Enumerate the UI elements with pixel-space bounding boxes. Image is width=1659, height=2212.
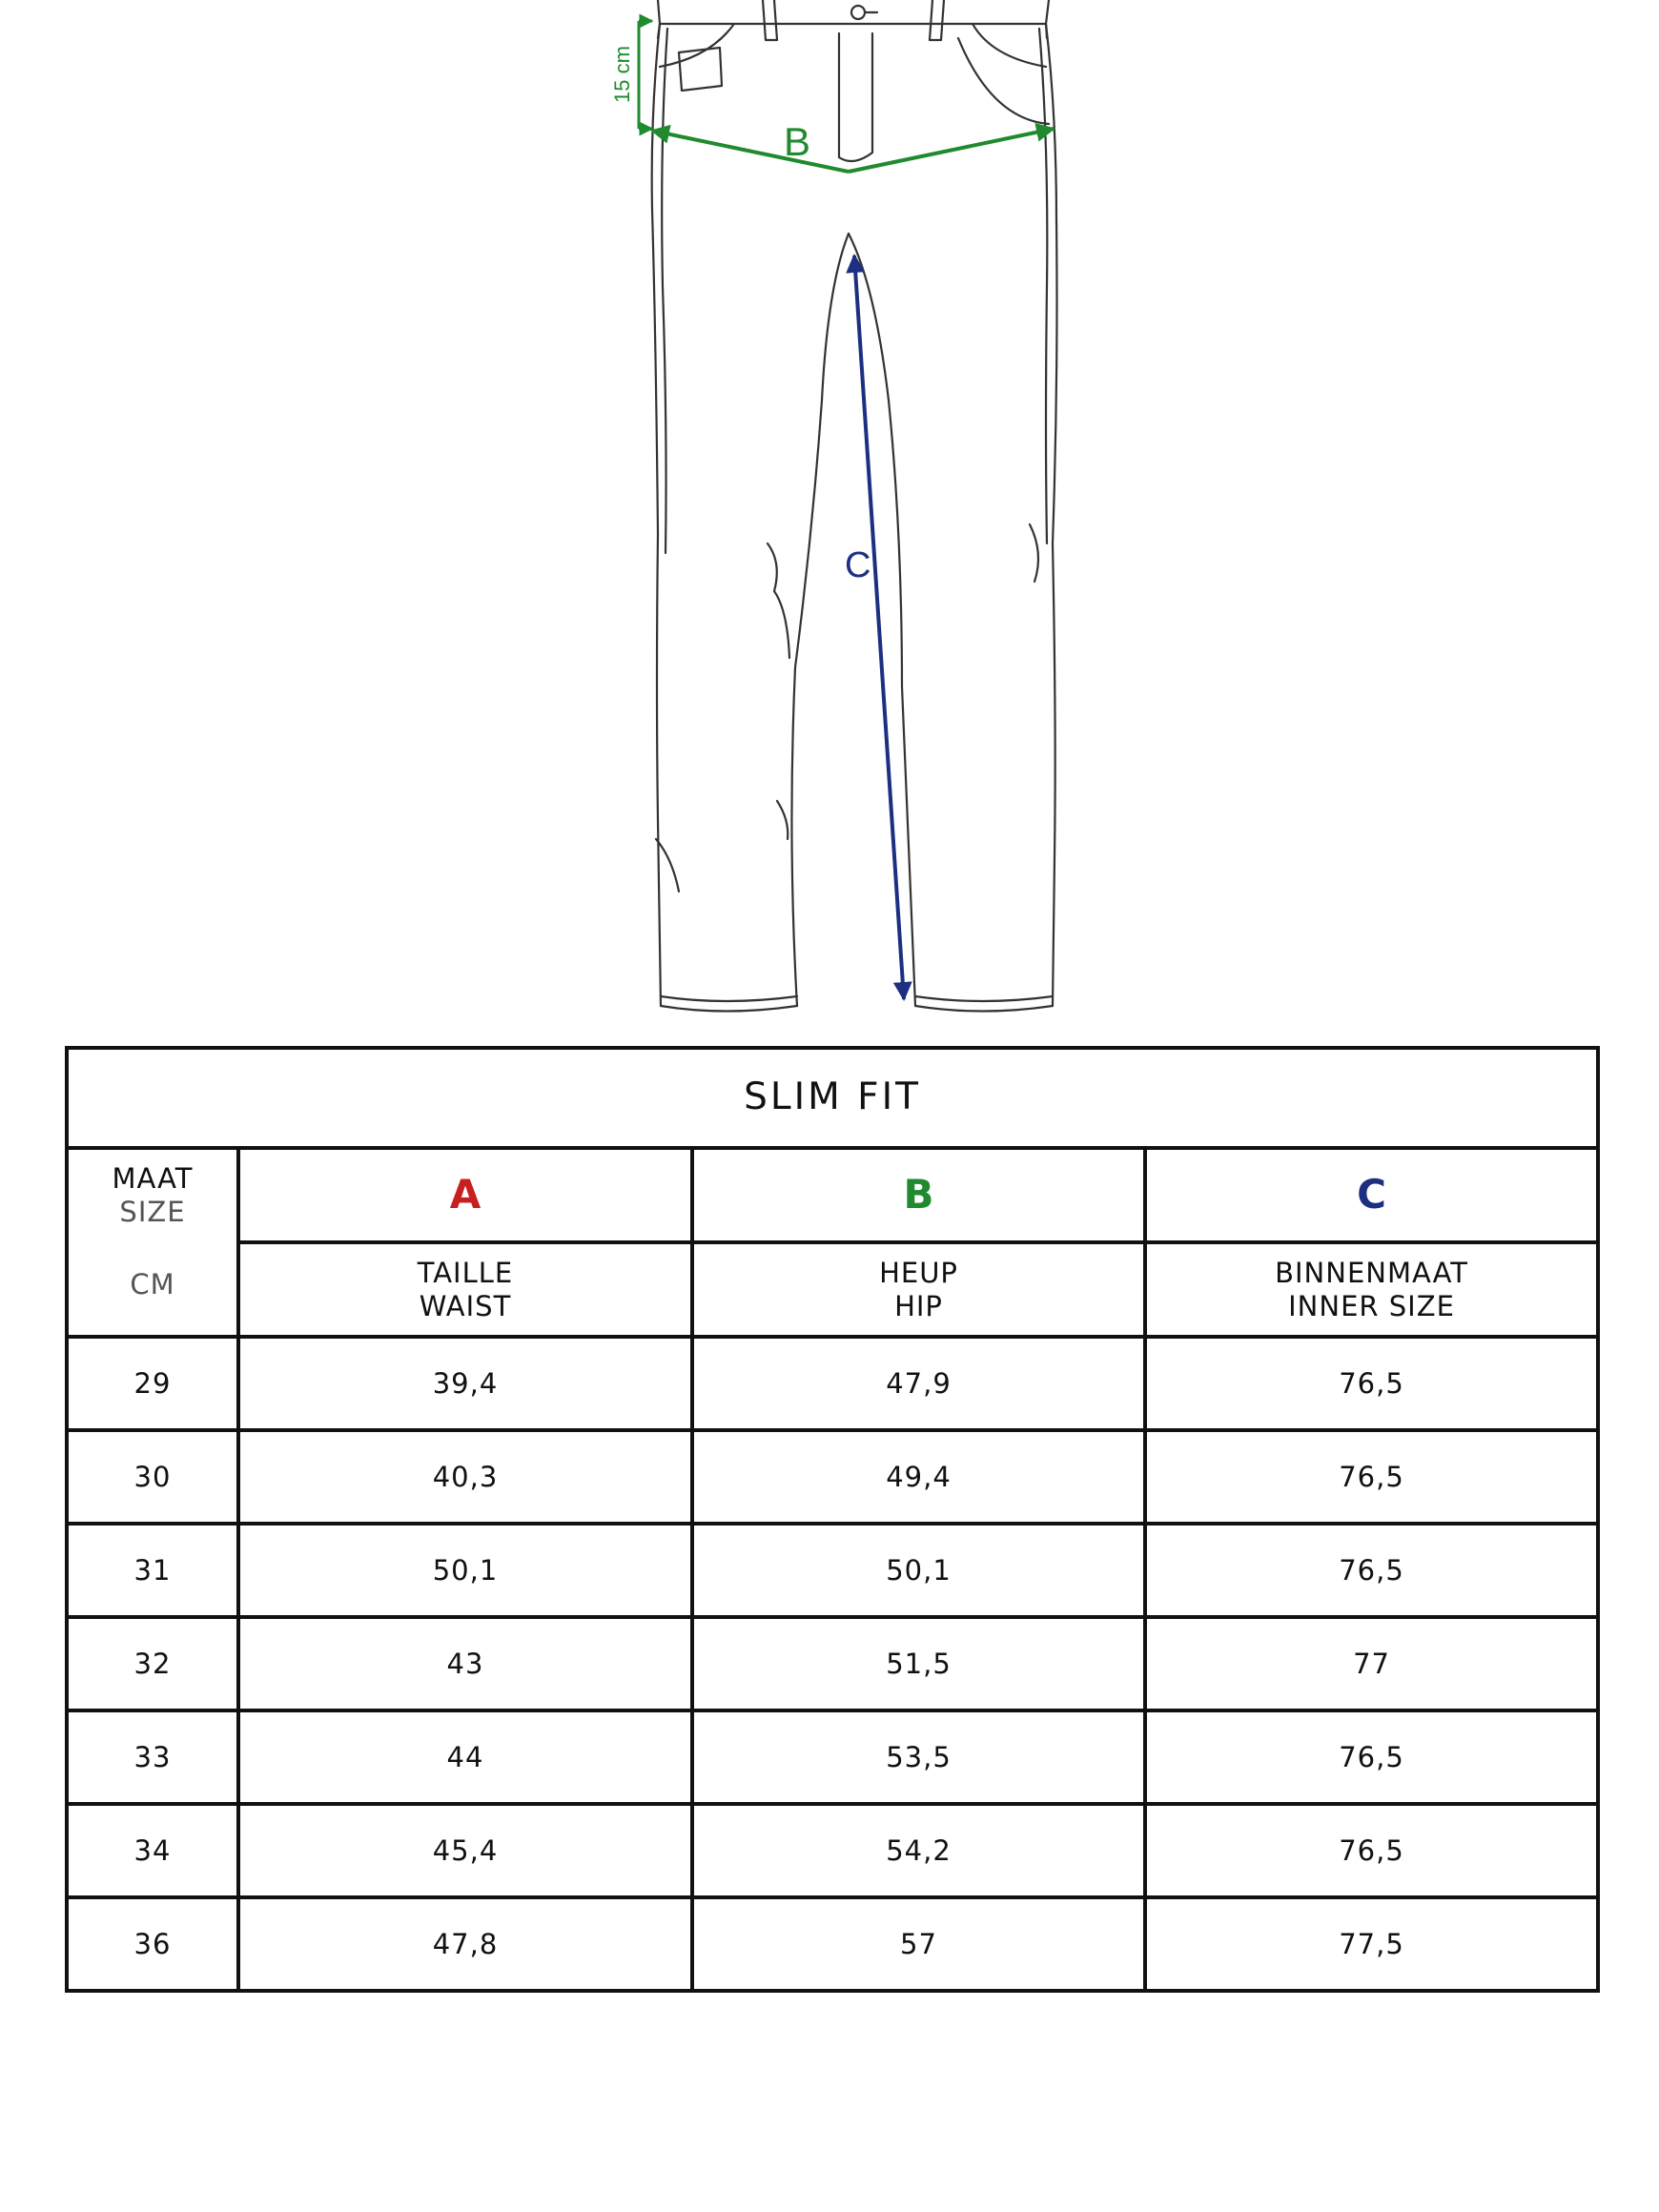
column-label-c-en: INNER SIZE bbox=[1288, 1289, 1455, 1322]
column-letter-row bbox=[67, 1148, 1598, 1242]
column-letter-a: A bbox=[238, 1148, 692, 1242]
size-header-cell bbox=[67, 1148, 238, 1337]
size-header-size: SIZE bbox=[119, 1195, 186, 1228]
column-label-a-nl: TAILLE bbox=[417, 1256, 514, 1289]
column-label-b-en: HIP bbox=[894, 1289, 943, 1322]
waist-cell: 45,4 bbox=[238, 1804, 692, 1897]
size-cell: 29 bbox=[67, 1337, 238, 1430]
column-label-b-nl: HEUP bbox=[879, 1256, 958, 1289]
hip-cell: 50,1 bbox=[692, 1524, 1145, 1617]
trousers-outline bbox=[652, 0, 1057, 1012]
column-label-b bbox=[692, 1242, 1145, 1337]
table-row bbox=[67, 1430, 1598, 1524]
table-row bbox=[67, 1617, 1598, 1710]
hip-cell: 51,5 bbox=[692, 1617, 1145, 1710]
inner-size-cell: 76,5 bbox=[1145, 1430, 1598, 1524]
waist-cell: 40,3 bbox=[238, 1430, 692, 1524]
hip-cell: 47,9 bbox=[692, 1337, 1145, 1430]
column-label-c bbox=[1145, 1242, 1598, 1337]
inner-size-cell: 77,5 bbox=[1145, 1897, 1598, 1991]
table-row bbox=[67, 1337, 1598, 1430]
waist-cell: 43 bbox=[238, 1617, 692, 1710]
size-header-unit: CM bbox=[130, 1268, 175, 1301]
waist-cell: 47,8 bbox=[238, 1897, 692, 1991]
inner-size-cell: 76,5 bbox=[1145, 1524, 1598, 1617]
waist-cell: 39,4 bbox=[238, 1337, 692, 1430]
inseam-measurement bbox=[845, 256, 904, 999]
waist-cell: 44 bbox=[238, 1710, 692, 1804]
column-label-a bbox=[238, 1242, 692, 1337]
size-table bbox=[65, 1046, 1600, 1993]
rise-label: 15 cm bbox=[610, 46, 634, 103]
column-label-a-en: WAIST bbox=[419, 1289, 512, 1322]
table-row bbox=[67, 1710, 1598, 1804]
size-cell: 32 bbox=[67, 1617, 238, 1710]
inner-size-cell: 76,5 bbox=[1145, 1337, 1598, 1430]
trousers-measurement-diagram bbox=[0, 0, 1659, 1030]
table-row bbox=[67, 1804, 1598, 1897]
size-cell: 30 bbox=[67, 1430, 238, 1524]
inner-size-cell: 77 bbox=[1145, 1617, 1598, 1710]
inner-size-cell: 76,5 bbox=[1145, 1804, 1598, 1897]
column-letter-c: C bbox=[1145, 1148, 1598, 1242]
hip-cell: 54,2 bbox=[692, 1804, 1145, 1897]
size-cell: 33 bbox=[67, 1710, 238, 1804]
hip-measurement bbox=[652, 119, 1054, 172]
table-row bbox=[67, 1897, 1598, 1991]
size-cell: 34 bbox=[67, 1804, 238, 1897]
size-cell: 36 bbox=[67, 1897, 238, 1991]
inseam-label: C bbox=[845, 545, 871, 585]
size-cell: 31 bbox=[67, 1524, 238, 1617]
rise-measurement bbox=[610, 21, 652, 129]
table-title-row bbox=[67, 1048, 1598, 1148]
column-label-c-nl: BINNENMAAT bbox=[1275, 1256, 1468, 1289]
table-title: SLIM FIT bbox=[67, 1048, 1598, 1148]
table-row bbox=[67, 1524, 1598, 1617]
hip-cell: 57 bbox=[692, 1897, 1145, 1991]
column-letter-b: B bbox=[692, 1148, 1145, 1242]
column-label-row bbox=[67, 1242, 1598, 1337]
hip-cell: 53,5 bbox=[692, 1710, 1145, 1804]
waist-cell: 50,1 bbox=[238, 1524, 692, 1617]
inner-size-cell: 76,5 bbox=[1145, 1710, 1598, 1804]
size-header-maat: MAAT bbox=[112, 1162, 194, 1195]
hip-cell: 49,4 bbox=[692, 1430, 1145, 1524]
hip-label: B bbox=[784, 119, 811, 164]
